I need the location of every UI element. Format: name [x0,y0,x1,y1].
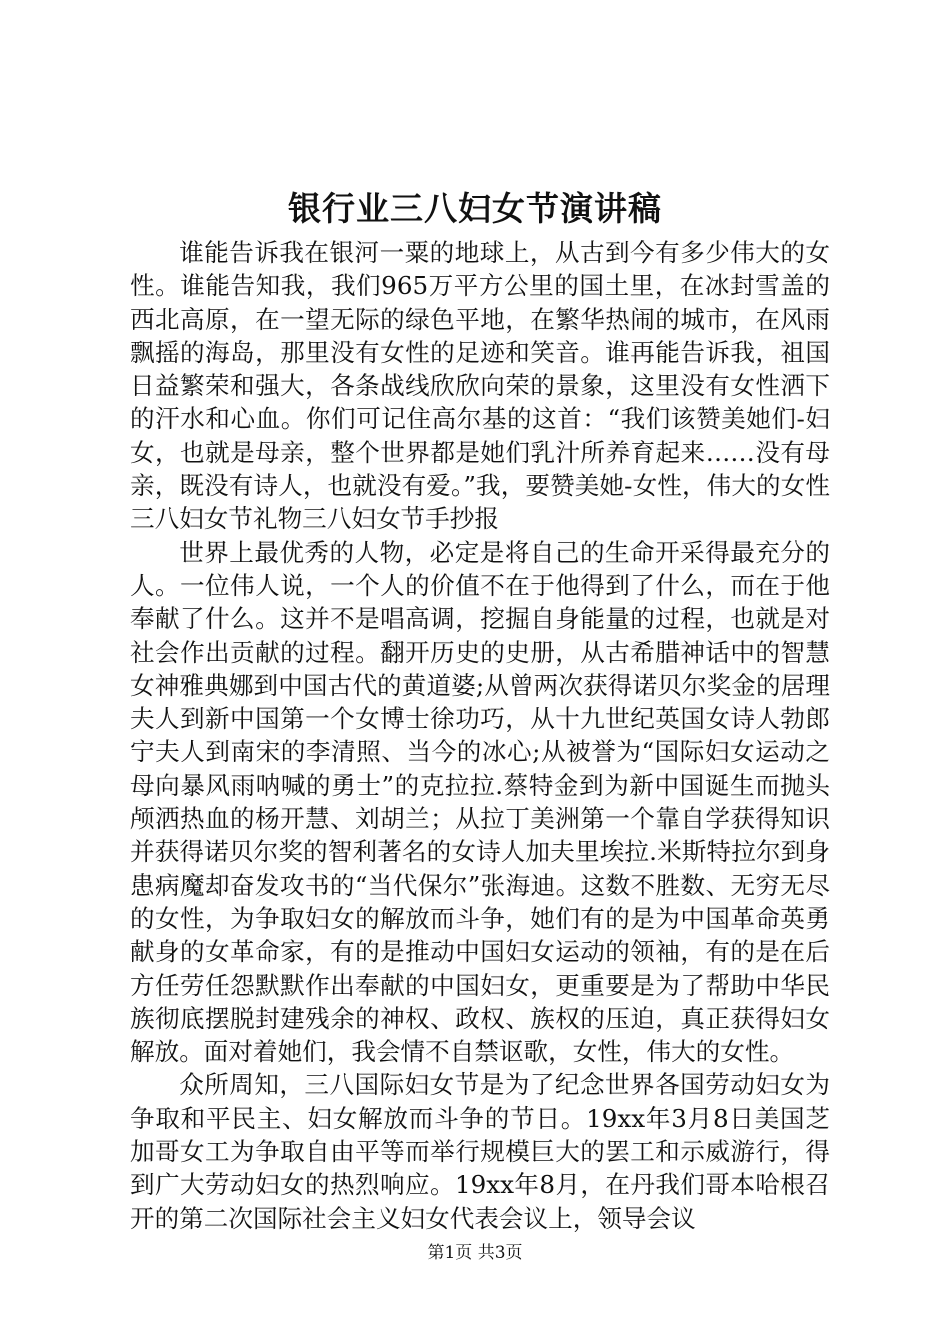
page-number-footer: 第1页 共3页 [427,1243,523,1263]
paragraph-1: 谁能告诉我在银河一粟的地球上，从古到今有多少伟大的女性。谁能告知我，我们965万平方公里的国土里，在冰封雪盖的西北高原，在一望无际的绿色平地，在繁华热闹的城市，在风雨飘摇的海岛，那里没有女性的足迹和笑音。谁再能告诉我，祖国日益繁荣和强大，各条战线欣欣向荣的景象，这里没有女性洒下的汗水和心血。你们可记住高尔基的这首：“我们该赞美她们-妇女，也就是母亲，整个世界都是她们乳汁所养育起来……没有母亲，既没有诗人，也就没有爱。”我，要赞美她-女性，伟大的女性三八妇女节礼物三八妇女节手抄报 [130,238,830,534]
paragraph-2: 世界上最优秀的人物，必定是将自己的生命开采得最充分的人。一位伟人说，一个人的价值不在于他得到了什么，而在于他奉献了什么。这并不是唱高调，挖掘自身能量的过程，也就是对社会作出贡献的过程。翻开历史的史册，从古希腊神话中的智慧女神雅典娜到中国古代的黄道婆;从曾两次获得诺贝尔奖金的居理夫人到新中国第一个女博士徐功巧，从十九世纪英国女诗人勃郎宁夫人到南宋的李清照、当今的冰心;从被誉为“国际妇女运动之母向暴风雨呐喊的勇士”的克拉拉.蔡特金到为新中国诞生而抛头颅洒热血的杨开慧、刘胡兰；从拉丁美洲第一个靠自学获得知识并获得诺贝尔奖的智利著名的女诗人加夫里埃拉.米斯特拉尔到身患病魔却奋发攻书的“当代保尔”张海迪。这数不胜数、无穷无尽的女性，为争取妇女的解放而斗争，她们有的是为中国革命英勇献身的女革命家，有的是推动中国妇女运动的领袖，有的是在后方任劳任怨默默作出奉献的中国妇女，更重要是为了帮助中华民族彻底摆脱封建残余的神权、政权、族权的压迫，真正获得妇女解放。面对着她们，我会情不自禁讴歌，女性，伟大的女性。 [130,537,830,1067]
document-title: 银行业三八妇女节演讲稿 [288,189,662,228]
paragraph-3: 众所周知，三八国际妇女节是为了纪念世界各国劳动妇女为争取和平民主、妇女解放而斗争的节日。19xx年3月8日美国芝加哥女工为争取自由平等而举行规模巨大的罢工和示威游行，得到广大劳动妇女的热烈响应。19xx年8月，在丹我们哥本哈根召开的第二次国际社会主义妇女代表会议上，领导会议 [130,1070,830,1233]
document-body [130,236,830,1235]
